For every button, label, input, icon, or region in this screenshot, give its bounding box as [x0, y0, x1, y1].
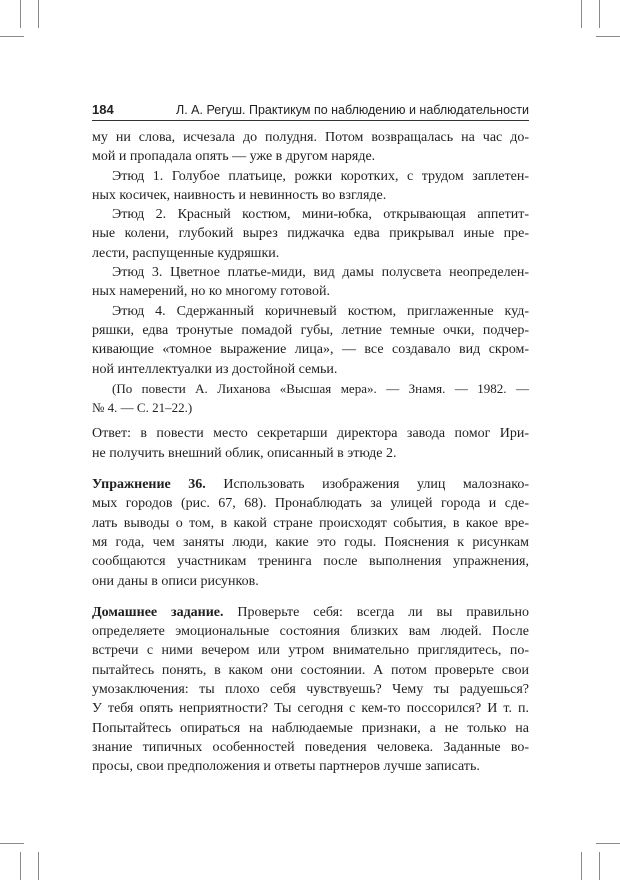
homework-label: Домашнее задание. [92, 604, 224, 620]
text-line: знание типичных особенностей поведения человека. Заданные во- [92, 739, 529, 755]
crop-mark [38, 852, 39, 880]
etude-3-paragraph [92, 263, 529, 302]
text-line: ной интеллектуалки из достойной семьи. [92, 361, 338, 377]
continuation-paragraph [92, 128, 529, 167]
page-body [92, 128, 529, 777]
running-header [92, 102, 529, 117]
text-line: Домашнее задание. Проверьте себя: всегда ли вы правильно [92, 604, 529, 620]
text-line: встречи с ними вечером или утром внимательно приглядитесь, по- [92, 643, 529, 659]
text-line: У тебя опять неприятности? Ты сегодня с кем-то поссорился? И т. п. [92, 701, 529, 717]
text-line: сообщаются участникам тренинга после выполнения упражнения, [92, 554, 529, 570]
text-line: лать выводы о том, в какой стране происходят события, в какое вре- [92, 515, 529, 531]
crop-mark [581, 0, 582, 28]
answer-paragraph [92, 424, 529, 463]
page-number: 184 [92, 102, 114, 117]
text-line: Этюд 1. Голубое платьице, рожки коротких, с трудом заплетен- [112, 168, 529, 184]
text-line: мых городов (рис. 67, 68). Пронаблюдать за улицей города и сде- [92, 496, 529, 512]
etude-1-paragraph [92, 167, 529, 206]
crop-mark [599, 852, 600, 880]
crop-mark [596, 843, 620, 844]
header-rule [92, 120, 529, 121]
exercise-36-paragraph [92, 475, 529, 591]
text-line: № 4. — С. 21–22.) [92, 400, 193, 416]
crop-mark [596, 36, 620, 37]
crop-mark [20, 0, 21, 28]
text-line: Попытайтесь опираться на наблюдаемые признаки, а не только на [92, 720, 529, 736]
crop-mark [20, 852, 21, 880]
etude-4-paragraph [92, 302, 529, 379]
text-line: кивающие «томное выражение лица», — все создавало вид скром- [92, 342, 529, 358]
text-line: определяете эмоциональные состояния близких вам людей. После [92, 624, 529, 640]
text-line: ных намерений, но ко многому готовой. [92, 284, 330, 300]
homework-paragraph [92, 603, 529, 777]
text-line: (По повести А. Лиханова «Высшая мера». — Знамя. — 1982. — [112, 380, 529, 396]
crop-mark [599, 0, 600, 28]
text-line: Ответ: в повести место секретарши директора завода помог Ири- [92, 426, 529, 442]
text-line: му ни слова, исчезала до полудня. Потом возвращалась на час до- [92, 130, 529, 145]
text-line: мя года, чем заняты люди, какие это годы. Пояснения к рисункам [92, 534, 529, 550]
crop-mark [38, 0, 39, 28]
text-line: умозаключения: ты плохо себя чувствуешь? Чему ты радуешься? [92, 682, 529, 698]
text-line: мой и пропадала опять — уже в другом наряде. [92, 149, 376, 165]
exercise-label: Упражнение 36. [92, 477, 206, 493]
crop-mark [0, 843, 24, 844]
crop-mark [581, 852, 582, 880]
text-line: ные колени, глубокий вырез пиджачка едва прикрывал иные пре- [92, 226, 529, 242]
text-line: они даны в описи рисунков. [92, 573, 259, 589]
text-line: лести, распущенные кудряшки. [92, 245, 280, 261]
etude-2-paragraph [92, 205, 529, 263]
text-line: ряшки, едва тронутые помадой губы, летние темные очки, подчер- [92, 322, 529, 338]
source-citation [92, 379, 529, 418]
text-line: Этюд 3. Цветное платье-миди, вид дамы полусвета неопределен- [112, 265, 529, 281]
text-line: Упражнение 36. Использовать изображения улиц малознако- [92, 477, 529, 493]
text-line: ных косичек, наивность и невинность во взгляде. [92, 187, 387, 203]
running-title: Л. А. Регуш. Практикум по наблюдению и наблюдательности [176, 103, 529, 117]
text-line: просы, свои предположения и ответы партнеров лучше записать. [92, 759, 480, 775]
text-line: Этюд 2. Красный костюм, мини-юбка, открывающая аппетит- [112, 207, 529, 223]
text-line: не получить внешний облик, описанный в этюде 2. [92, 445, 397, 461]
text-line: Этюд 4. Сдержанный коричневый костюм, приглаженные куд- [112, 303, 529, 319]
crop-mark [0, 36, 24, 37]
text-line: пытайтесь понять, в каком они состоянии. А потом проверьте свои [92, 662, 529, 678]
